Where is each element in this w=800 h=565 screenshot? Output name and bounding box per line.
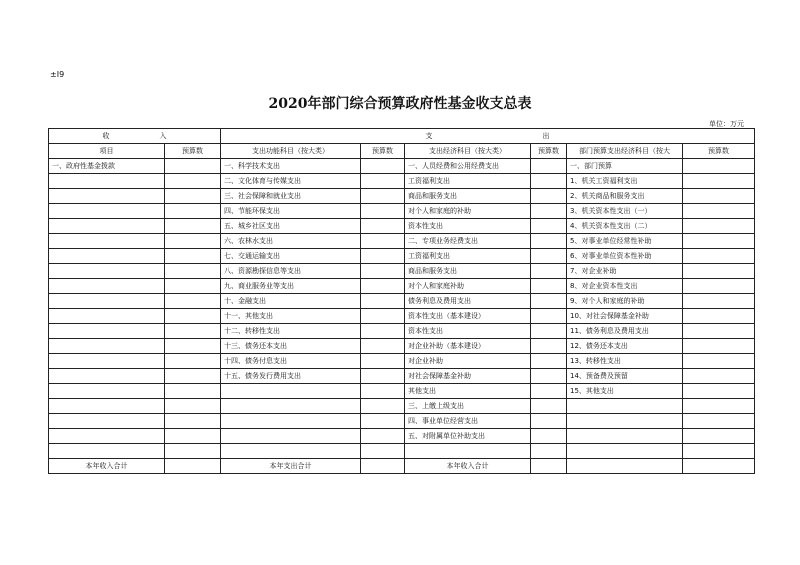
dept-item-cell xyxy=(567,399,683,414)
income-item-cell xyxy=(49,219,165,234)
econ-total-budget-cell xyxy=(531,459,567,474)
func-item-cell: 十四、债务付息支出 xyxy=(221,354,361,369)
econ-item-cell: 一、人员经费和公用经费支出 xyxy=(405,159,531,174)
econ-item-cell: 债务利息及费用支出 xyxy=(405,294,531,309)
dept-budget-cell xyxy=(683,369,755,384)
econ-item-cell: 资本性支出 xyxy=(405,219,531,234)
dept-item-cell xyxy=(567,444,683,459)
func-budget-cell xyxy=(361,384,405,399)
econ-budget-cell xyxy=(531,429,567,444)
econ-total-cell: 本年收入合计 xyxy=(405,459,531,474)
income-item-cell xyxy=(49,309,165,324)
func-item-cell xyxy=(221,399,361,414)
income-item-cell xyxy=(49,369,165,384)
table-row xyxy=(49,339,755,354)
func-budget-cell xyxy=(361,369,405,384)
income-budget-cell xyxy=(165,189,221,204)
func-budget-cell xyxy=(361,339,405,354)
econ-item-cell: 二、专项业务经费支出 xyxy=(405,234,531,249)
budget-table xyxy=(48,128,755,474)
income-budget-cell xyxy=(165,249,221,264)
table-row xyxy=(49,189,755,204)
econ-item-cell: 三、上缴上级支出 xyxy=(405,399,531,414)
dept-budget-cell xyxy=(683,444,755,459)
dept-item-cell: 7、对企业补助 xyxy=(567,264,683,279)
income-budget-cell xyxy=(165,174,221,189)
econ-item-cell: 对企业补助 xyxy=(405,354,531,369)
dept-budget-cell xyxy=(683,324,755,339)
econ-budget-cell xyxy=(531,219,567,234)
func-item-cell: 十五、债务发行费用支出 xyxy=(221,369,361,384)
func-budget-cell xyxy=(361,159,405,174)
dept-item-cell: 14、预备费及预留 xyxy=(567,369,683,384)
income-item-cell xyxy=(49,294,165,309)
dept-budget-cell xyxy=(683,414,755,429)
econ-budget-cell xyxy=(531,234,567,249)
func-item-cell: 二、文化体育与传媒支出 xyxy=(221,174,361,189)
func-budget-cell xyxy=(361,429,405,444)
table-row xyxy=(49,234,755,249)
dept-budget-cell xyxy=(683,339,755,354)
func-budget-cell xyxy=(361,354,405,369)
func-item-cell: 五、城乡社区支出 xyxy=(221,219,361,234)
income-item-cell xyxy=(49,354,165,369)
income-item-cell xyxy=(49,204,165,219)
income-budget-cell xyxy=(165,159,221,174)
table-row xyxy=(49,294,755,309)
econ-item-cell: 工资福利支出 xyxy=(405,174,531,189)
dept-item-cell: 一、部门预算 xyxy=(567,159,683,174)
func-item-cell: 六、农林水支出 xyxy=(221,234,361,249)
income-budget-cell xyxy=(165,279,221,294)
econ-item-cell: 商品和服务支出 xyxy=(405,189,531,204)
table-row xyxy=(49,219,755,234)
func-budget-cell xyxy=(361,414,405,429)
table-row xyxy=(49,429,755,444)
dept-budget-cell xyxy=(683,204,755,219)
dept-budget-cell xyxy=(683,309,755,324)
table-row xyxy=(49,384,755,399)
dept-item-cell xyxy=(567,414,683,429)
income-budget-cell xyxy=(165,234,221,249)
dept-item-cell: 2、机关商品和服务支出 xyxy=(567,189,683,204)
page-corner-mark: ±I9 xyxy=(50,70,65,79)
income-total-cell: 本年收入合计 xyxy=(49,459,165,474)
econ-item-cell: 五、对附属单位补助支出 xyxy=(405,429,531,444)
func-budget-cell xyxy=(361,249,405,264)
func-item-cell xyxy=(221,429,361,444)
income-group-header: 收 入 xyxy=(49,129,221,144)
econ-item-cell: 对个人和家庭的补助 xyxy=(405,204,531,219)
income-item-cell xyxy=(49,264,165,279)
income-item-cell xyxy=(49,279,165,294)
func-budget-cell xyxy=(361,309,405,324)
econ-budget-cell xyxy=(531,339,567,354)
econ-budget-cell xyxy=(531,444,567,459)
econ-budget-cell xyxy=(531,249,567,264)
func-item-cell xyxy=(221,414,361,429)
func-budget-cell xyxy=(361,399,405,414)
table-row xyxy=(49,414,755,429)
econ-budget-cell xyxy=(531,399,567,414)
func-item-cell: 十三、债务还本支出 xyxy=(221,339,361,354)
income-budget-cell xyxy=(165,294,221,309)
income-budget-cell xyxy=(165,384,221,399)
dept-budget-cell xyxy=(683,234,755,249)
income-item-cell xyxy=(49,429,165,444)
dept-item-cell: 9、对个人和家庭的补助 xyxy=(567,294,683,309)
income-total-budget-cell xyxy=(165,459,221,474)
income-budget-cell xyxy=(165,429,221,444)
dept-budget-cell xyxy=(683,189,755,204)
dept-item-cell: 6、对事业单位资本性补助 xyxy=(567,249,683,264)
func-total-budget-cell xyxy=(361,459,405,474)
econ-item-cell: 对个人和家庭补助 xyxy=(405,279,531,294)
dept-budget-cell xyxy=(683,399,755,414)
econ-item-cell: 其他支出 xyxy=(405,384,531,399)
func-item-cell: 七、交通运输支出 xyxy=(221,249,361,264)
dept-budget-cell xyxy=(683,159,755,174)
econ-item-cell: 四、事业单位经营支出 xyxy=(405,414,531,429)
func-budget-cell xyxy=(361,234,405,249)
dept-total-budget-cell xyxy=(683,459,755,474)
func-total-cell: 本年支出合计 xyxy=(221,459,361,474)
econ-item-cell: 对企业补助（基本建设） xyxy=(405,339,531,354)
econ-item-cell: 商品和服务支出 xyxy=(405,264,531,279)
header-row-1 xyxy=(49,129,755,144)
func-budget-cell xyxy=(361,174,405,189)
dept-budget-cell xyxy=(683,279,755,294)
totals-row xyxy=(49,459,755,474)
dept-item-cell: 3、机关资本性支出（一） xyxy=(567,204,683,219)
table-row xyxy=(49,369,755,384)
table-row xyxy=(49,309,755,324)
func-budget-cell xyxy=(361,279,405,294)
dept-budget-cell xyxy=(683,429,755,444)
dept-budget-cell xyxy=(683,174,755,189)
econ-budget-cell xyxy=(531,354,567,369)
econ-budget-cell xyxy=(531,384,567,399)
dept-item-cell: 13、转移性支出 xyxy=(567,354,683,369)
econ-budget-cell xyxy=(531,294,567,309)
dept-item-cell: 4、机关资本性支出（二） xyxy=(567,219,683,234)
func-budget-cell xyxy=(361,294,405,309)
income-item-cell xyxy=(49,444,165,459)
col-func-header: 支出功能科目（按大类） xyxy=(221,144,361,159)
dept-budget-cell xyxy=(683,219,755,234)
func-item-cell xyxy=(221,444,361,459)
func-budget-cell xyxy=(361,219,405,234)
dept-item-cell: 5、对事业单位经常性补助 xyxy=(567,234,683,249)
econ-item-cell xyxy=(405,444,531,459)
income-item-cell xyxy=(49,399,165,414)
income-item-cell: 一、政府性基金拨款 xyxy=(49,159,165,174)
page-title: 2020年部门综合预算政府性基金收支总表 xyxy=(268,96,532,112)
func-item-cell: 四、节能环保支出 xyxy=(221,204,361,219)
dept-budget-cell xyxy=(683,354,755,369)
income-item-cell xyxy=(49,174,165,189)
income-budget-cell xyxy=(165,204,221,219)
income-budget-cell xyxy=(165,414,221,429)
econ-budget-cell xyxy=(531,324,567,339)
table-row xyxy=(49,444,755,459)
dept-item-cell: 8、对企业资本性支出 xyxy=(567,279,683,294)
dept-budget-cell xyxy=(683,384,755,399)
func-budget-cell xyxy=(361,444,405,459)
func-item-cell: 十、金融支出 xyxy=(221,294,361,309)
income-budget-cell xyxy=(165,264,221,279)
func-budget-cell xyxy=(361,204,405,219)
dept-budget-cell xyxy=(683,294,755,309)
econ-budget-cell xyxy=(531,204,567,219)
econ-budget-cell xyxy=(531,309,567,324)
econ-budget-cell xyxy=(531,279,567,294)
econ-item-cell: 工资福利支出 xyxy=(405,249,531,264)
table-row xyxy=(49,159,755,174)
econ-budget-cell xyxy=(531,189,567,204)
income-budget-cell xyxy=(165,369,221,384)
func-item-cell: 三、社会保障和就业支出 xyxy=(221,189,361,204)
unit-label: 单位：万元 xyxy=(709,120,744,128)
table-row xyxy=(49,279,755,294)
econ-item-cell: 对社会保障基金补助 xyxy=(405,369,531,384)
econ-item-cell: 资本性支出 xyxy=(405,324,531,339)
func-budget-cell xyxy=(361,189,405,204)
table-row xyxy=(49,324,755,339)
income-item-cell xyxy=(49,249,165,264)
func-item-cell: 十一、其他支出 xyxy=(221,309,361,324)
table-row xyxy=(49,249,755,264)
dept-item-cell: 12、债务还本支出 xyxy=(567,339,683,354)
func-item-cell: 十二、转移性支出 xyxy=(221,324,361,339)
col-item-header: 项目 xyxy=(49,144,165,159)
table-row xyxy=(49,399,755,414)
income-item-cell xyxy=(49,234,165,249)
func-item-cell: 一、科学技术支出 xyxy=(221,159,361,174)
dept-budget-cell xyxy=(683,264,755,279)
header-row-2 xyxy=(49,144,755,159)
func-budget-cell xyxy=(361,324,405,339)
table-row xyxy=(49,264,755,279)
income-budget-cell xyxy=(165,219,221,234)
income-item-cell xyxy=(49,414,165,429)
func-item-cell xyxy=(221,384,361,399)
func-item-cell: 九、商业服务业等支出 xyxy=(221,279,361,294)
income-budget-cell xyxy=(165,309,221,324)
table-row xyxy=(49,354,755,369)
dept-item-cell: 1、机关工资福利支出 xyxy=(567,174,683,189)
dept-item-cell: 15、其他支出 xyxy=(567,384,683,399)
dept-item-cell: 11、债务利息及费用支出 xyxy=(567,324,683,339)
income-item-cell xyxy=(49,324,165,339)
income-budget-cell xyxy=(165,399,221,414)
income-budget-cell xyxy=(165,339,221,354)
econ-budget-cell xyxy=(531,174,567,189)
col-budget-header: 预算数 xyxy=(361,144,405,159)
col-dept-header: 部门预算支出经济科目（按大 xyxy=(567,144,683,159)
dept-item-cell: 10、对社会保障基金补助 xyxy=(567,309,683,324)
income-item-cell xyxy=(49,189,165,204)
income-item-cell xyxy=(49,339,165,354)
econ-budget-cell xyxy=(531,414,567,429)
dept-budget-cell xyxy=(683,249,755,264)
col-budget-header: 预算数 xyxy=(683,144,755,159)
econ-budget-cell xyxy=(531,369,567,384)
func-budget-cell xyxy=(361,264,405,279)
table-row xyxy=(49,204,755,219)
econ-budget-cell xyxy=(531,159,567,174)
col-budget-header: 预算数 xyxy=(165,144,221,159)
income-budget-cell xyxy=(165,354,221,369)
dept-item-cell xyxy=(567,429,683,444)
col-budget-header: 预算数 xyxy=(531,144,567,159)
func-item-cell: 八、资源勘探信息等支出 xyxy=(221,264,361,279)
dept-total-cell xyxy=(567,459,683,474)
income-budget-cell xyxy=(165,324,221,339)
income-budget-cell xyxy=(165,444,221,459)
table-row xyxy=(49,174,755,189)
econ-budget-cell xyxy=(531,264,567,279)
econ-item-cell: 资本性支出（基本建设） xyxy=(405,309,531,324)
col-econ-header: 支出经济科目（按大类） xyxy=(405,144,531,159)
expense-group-header: 支 出 xyxy=(221,129,755,144)
income-item-cell xyxy=(49,384,165,399)
